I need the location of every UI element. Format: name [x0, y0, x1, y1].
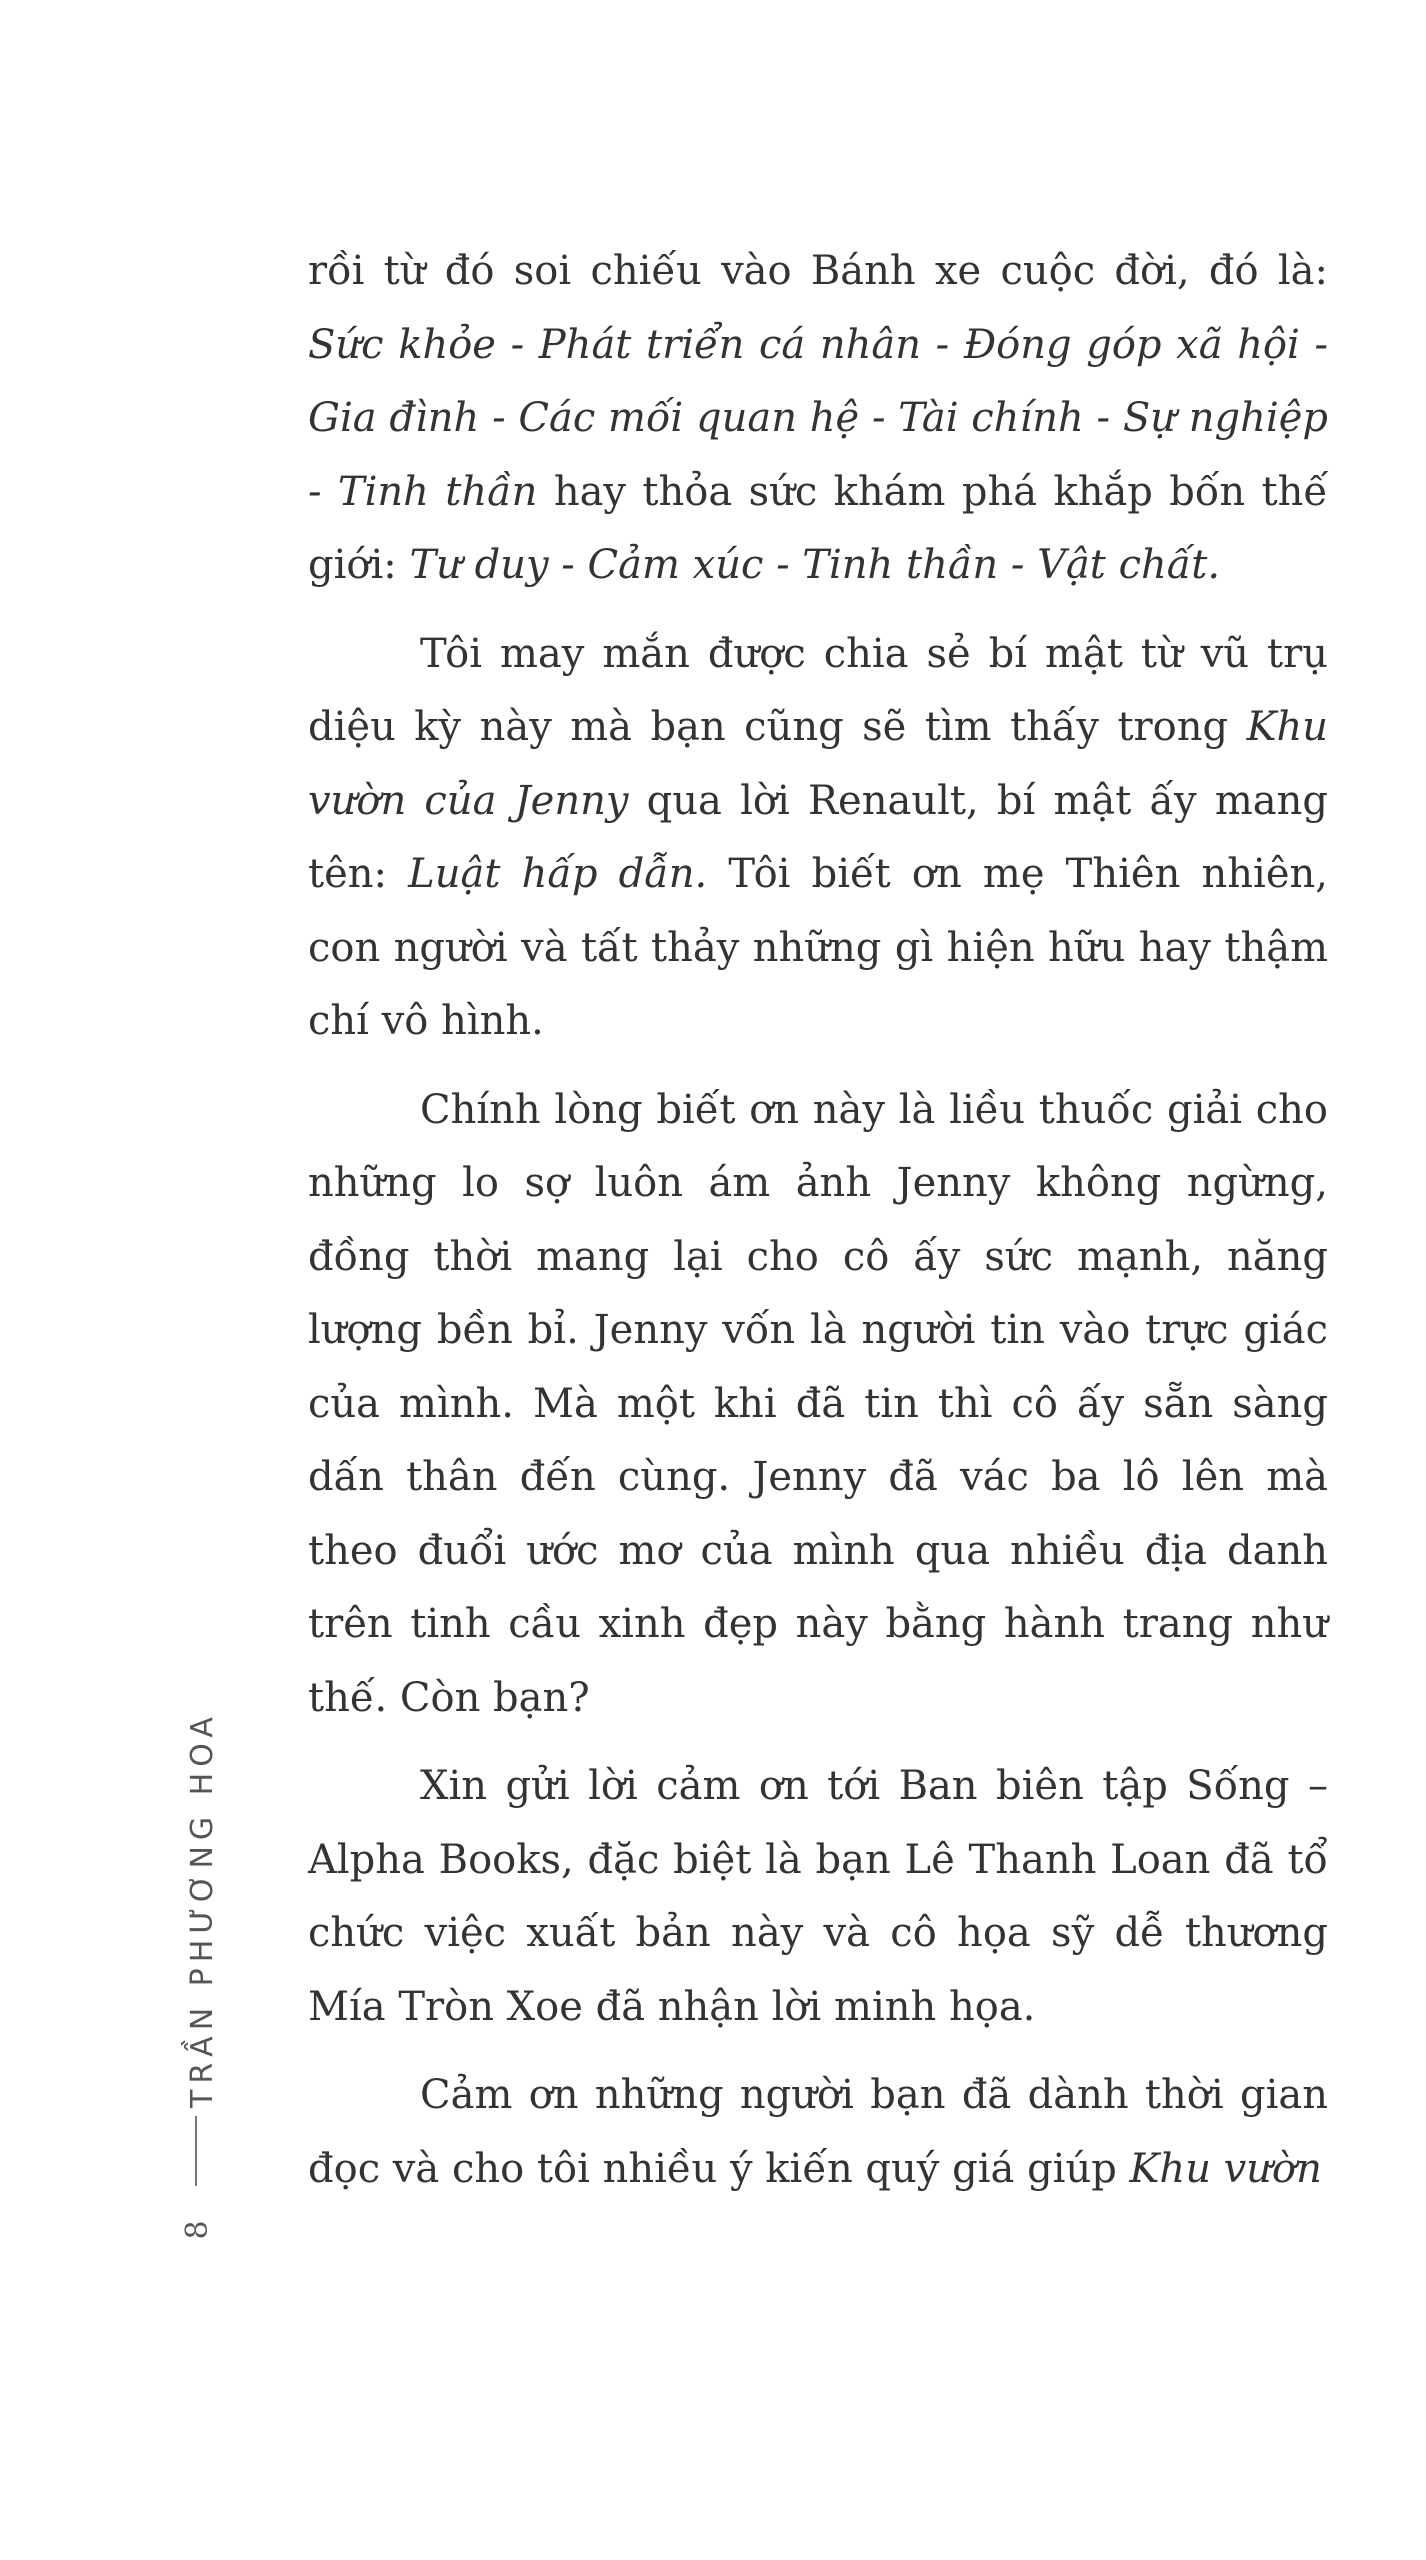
- paragraph-2: [308, 618, 1328, 1059]
- running-head-divider: [195, 2116, 197, 2186]
- paragraph-5: [308, 2059, 1328, 2206]
- wheel-of-life-list: Sức khỏe - Phát triển cá nhân - Đóng góp xã hội - Gia đình - Các mối quan hệ - Tài chính - Sự nghiệp - Tinh thần: [308, 321, 1328, 515]
- paragraph-1-text-a: rồi từ đó soi chiếu vào Bánh xe cuộc đời, đó là:: [308, 248, 1328, 294]
- paragraph-3-text: Chính lòng biết ơn này là liều thuốc giải cho những lo sợ luôn ám ảnh Jenny không ngừng, đồng thời mang lại cho cô ấy sức mạnh, năng lượng bền bỉ. Jenny vốn là người tin vào trực giác của mình. Mà một khi đã tin thì cô ấy sẵn sàng dấn thân đến cùng. Jenny đã vác ba lô lên mà theo đuổi ước mơ của mình qua nhiều địa danh trên tinh cầu xinh đẹp này bằng hành trang như thế. Còn bạn?: [308, 1086, 1328, 1721]
- book-title-reference: Khu vườn của Jenny: [308, 704, 1328, 824]
- paragraph-4-text: Xin gửi lời cảm ơn tới Ban biên tập Sống – Alpha Books, đặc biệt là bạn Lê Thanh Loan đã tổ chức việc xuất bản này và cô họa sỹ dễ thương Mía Tròn Xoe đã nhận lời minh họa.: [308, 1763, 1328, 2030]
- paragraph-1: [308, 235, 1328, 603]
- body-text: [308, 235, 1328, 2206]
- page-number: 8: [180, 2220, 215, 2240]
- paragraph-2-text-b: qua lời Renault, bí mật ấy mang tên:: [308, 777, 1328, 897]
- law-of-attraction-term: Luật hấp dẫn.: [408, 851, 708, 897]
- book-title-reference-2: Khu vườn: [1129, 2145, 1322, 2192]
- four-worlds-list: Tư duy - Cảm xúc - Tinh thần - Vật chất.: [409, 542, 1221, 588]
- paragraph-3: [308, 1074, 1328, 1736]
- paragraph-1-text-b: hay thỏa sức khám phá khắp bốn thế giới:: [308, 468, 1328, 588]
- running-head: [183, 1628, 223, 2108]
- paragraph-5-text: Cảm ơn những người bạn đã dành thời gian đọc và cho tôi nhiều ý kiến quý giá giúp: [308, 2072, 1328, 2192]
- author-name: TRẦN PHƯƠNG HOA: [185, 1711, 220, 2108]
- paragraph-4: [308, 1750, 1328, 2044]
- paragraph-2-text-c: Tôi biết ơn mẹ Thiên nhiên, con người và tất thảy những gì hiện hữu hay thậm chí vô hình.: [308, 851, 1328, 1044]
- paragraph-2-text-a: Tôi may mắn được chia sẻ bí mật từ vũ trụ diệu kỳ này mà bạn cũng sẽ tìm thấy trong: [308, 630, 1328, 750]
